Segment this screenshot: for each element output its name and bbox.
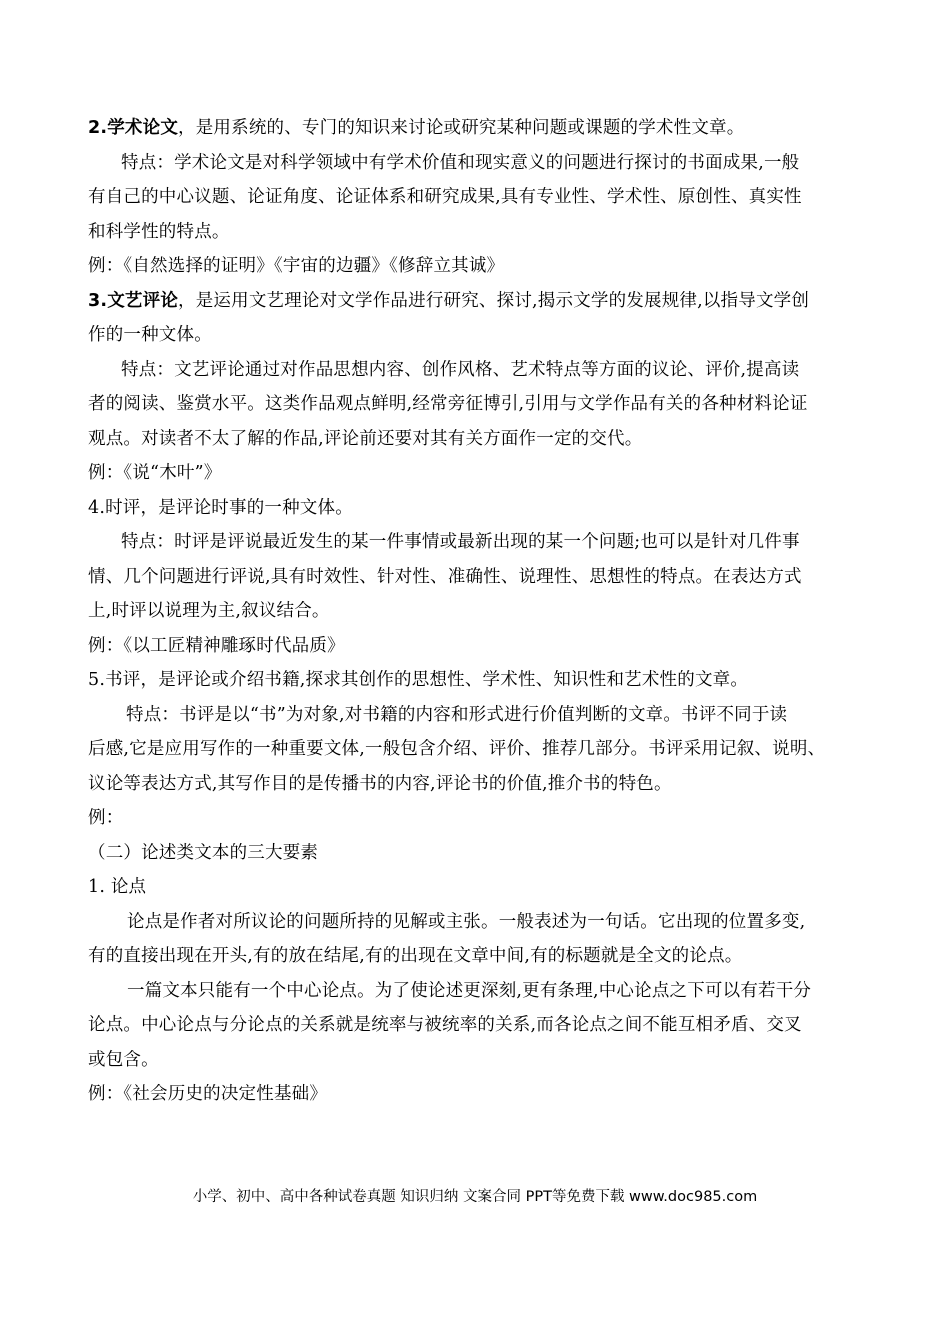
section3-example: 例：《说“木叶”》 xyxy=(88,463,222,483)
part2-para1-line: 论点是作者对所议论的问题所持的见解或主张。一般表述为一句话。它出现的位置多变, xyxy=(127,911,806,932)
section4-feature-line: 情、几个问题进行评说,具有时效性、针对性、准确性、说理性、思想性的特点。在表达方式 xyxy=(88,566,802,587)
section2-feature-line: 特点：学术论文是对科学领域中有学术价值和现实意义的问题进行探讨的书面成果,一般 xyxy=(121,152,800,173)
part2-example: 例：《社会历史的决定性基础》 xyxy=(88,1084,328,1104)
section4-feature-line: 特点：时评是评说最近发生的某一件事情或最新出现的某一个问题;也可以是针对几件事 xyxy=(121,532,800,552)
section5-feature-line: 后感,它是应用写作的一种重要文体,一般包含介绍、评价、推荐几部分。书评采用记叙、说明、 xyxy=(88,739,826,759)
section3-def-text: ，是运用文艺理论对文学作品进行研究、探讨,揭示文学的发展规律,以指导文学创 xyxy=(178,290,810,311)
section2-example: 例：《自然选择的证明》《宇宙的边疆》《修辞立其诚》 xyxy=(88,256,505,276)
document-body xyxy=(88,111,878,1112)
section4-feature-line: 上,时评以说理为主,叙议结合。 xyxy=(88,601,330,621)
section5-feature-line: 议论等表达方式,其写作目的是传播书的内容,评论书的价值,推介书的特色。 xyxy=(88,773,672,794)
section5-feature-line: 特点：书评是以“书”为对象,对书籍的内容和形式进行价值判断的文章。书评不同于读 xyxy=(126,704,788,725)
section3-heading: 3.文艺评论 xyxy=(88,290,179,311)
section4-example: 例：《以工匠精神雕琢时代品质》 xyxy=(88,635,345,656)
part2-para2-line: 或包含。 xyxy=(88,1049,159,1070)
section3-feature-line: 观点。对读者不太了解的作品,评论前还要对其有关方面作一定的交代。 xyxy=(88,428,643,449)
section2-feature-line: 有自己的中心议题、论证角度、论证体系和研究成果,具有专业性、学术性、原创性、真实性 xyxy=(88,187,802,207)
section3-feature-line: 特点：文艺评论通过对作品思想内容、创作风格、艺术特点等方面的议论、评价,提高读 xyxy=(121,359,800,380)
section4-heading: 4.时评，是评论时事的一种文体。 xyxy=(88,497,353,518)
part2-para2-line: 论点。中心论点与分论点的关系就是统率与被统率的关系,而各论点之间不能互相矛盾、交叉 xyxy=(88,1015,802,1035)
section3-definition-cont: 作的一种文体。 xyxy=(88,325,212,345)
section2-def-text: ，是用系统的、专门的知识来讨论或研究某种问题或课题的学术性文章。 xyxy=(178,118,745,138)
section5-example: 例： xyxy=(88,808,124,828)
part2-para1-line: 有的直接出现在开头,有的放在结尾,有的出现在文章中间,有的标题就是全文的论点。 xyxy=(88,946,743,966)
section5-heading: 5.书评，是评论或介绍书籍,探求其创作的思想性、学术性、知识性和艺术性的文章。 xyxy=(88,670,749,690)
part2-heading: （二）论述类文本的三大要素 xyxy=(88,842,319,863)
section2-feature-line: 和科学性的特点。 xyxy=(88,221,230,242)
part2-sub-heading: 1. 论点 xyxy=(88,877,147,897)
section2-definition xyxy=(88,111,878,146)
section2-heading: 2.学术论文 xyxy=(88,118,179,138)
section3-definition xyxy=(88,284,878,319)
section3-feature-line: 者的阅读、鉴赏水平。这类作品观点鲜明,经常旁征博引,引用与文学作品有关的各种材料论证 xyxy=(88,394,808,414)
page-footer: 小学、初中、高中各种试卷真题 知识归纳 文案合同 PPT等免费下载 www.doc985.com xyxy=(192,1189,758,1205)
part2-para2-line: 一篇文本只能有一个中心论点。为了使论述更深刻,更有条理,中心论点之下可以有若干分 xyxy=(127,980,812,1001)
